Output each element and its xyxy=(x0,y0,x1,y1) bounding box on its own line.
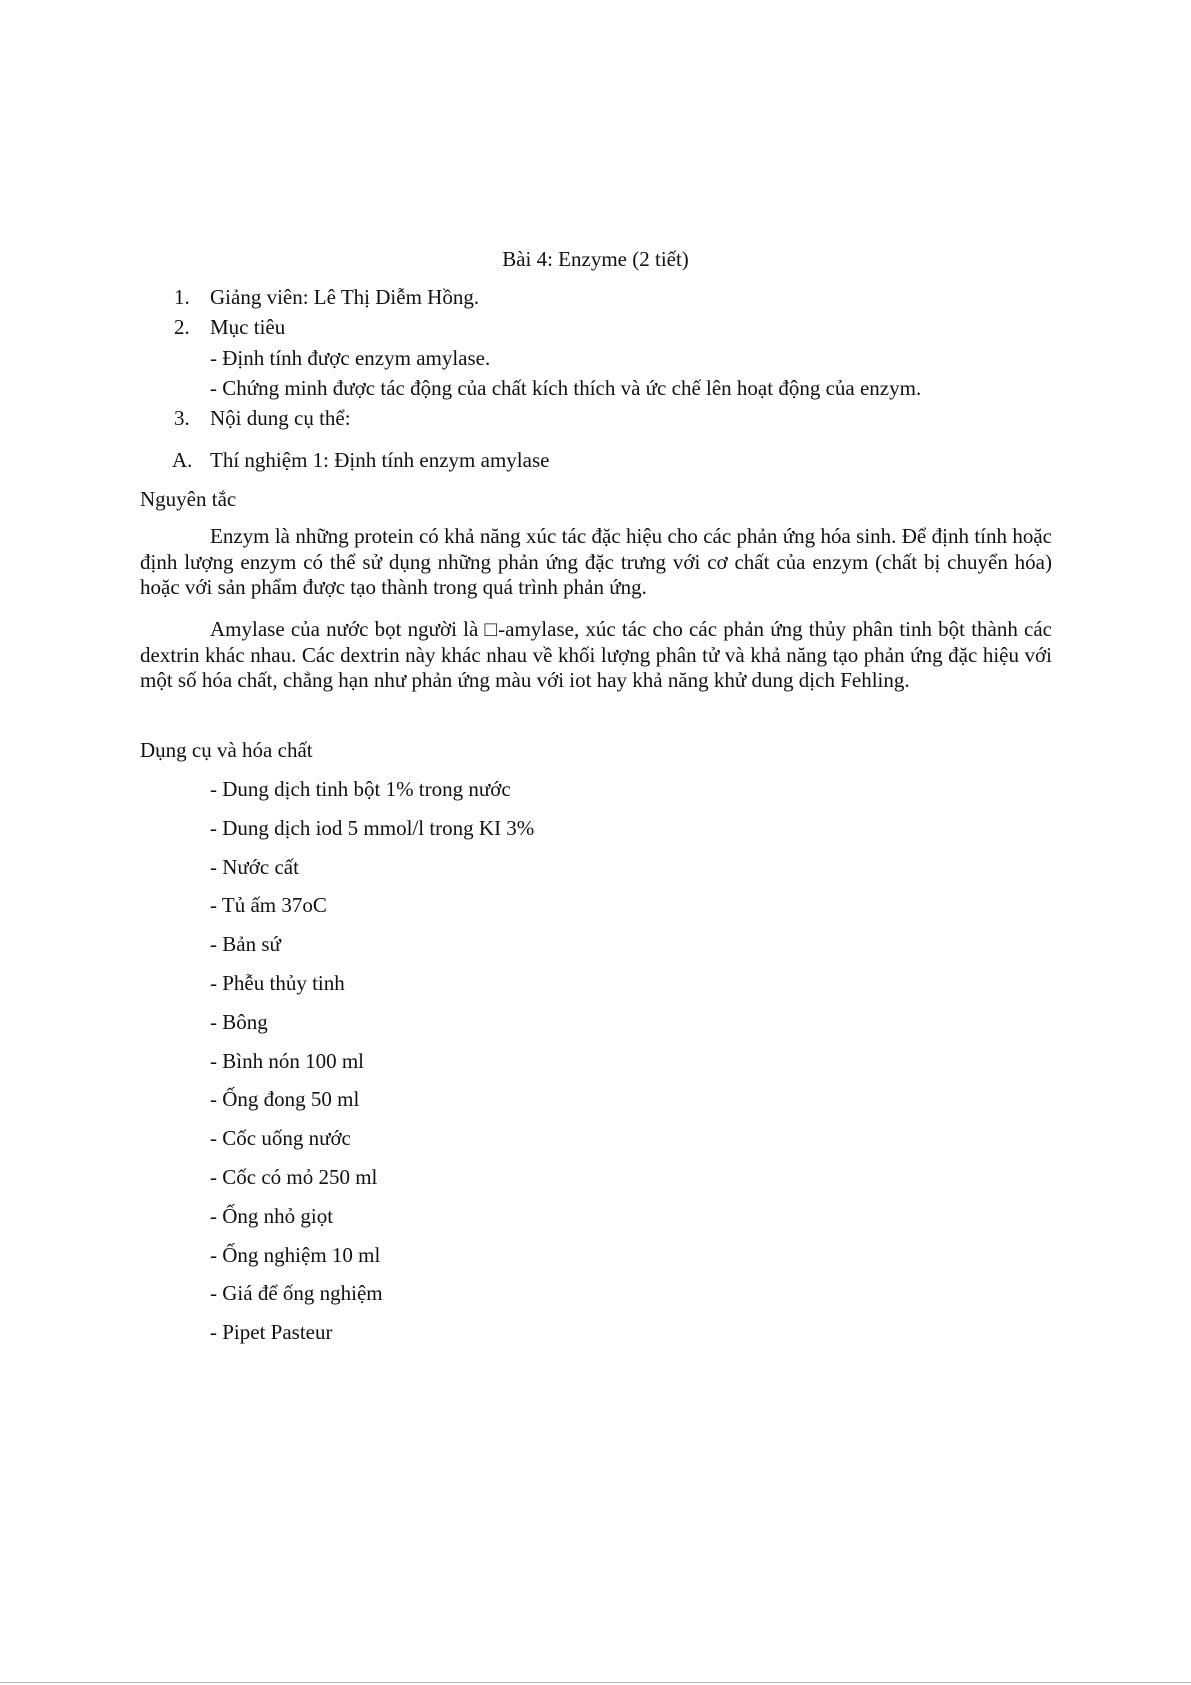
list-item: - Tủ ấm 37oC xyxy=(210,893,327,918)
outline-text: Nội dung cụ thể: xyxy=(210,406,351,430)
objective-item: - Định tính được enzym amylase. xyxy=(210,345,491,370)
outline-number: 3. xyxy=(174,406,190,430)
list-item: - Bình nón 100 ml xyxy=(210,1048,365,1073)
list-item: - Cốc có mỏ 250 ml xyxy=(210,1164,378,1189)
list-item: - Giá để ống nghiệm xyxy=(210,1281,383,1306)
paragraph-text: Enzym là những protein có khả năng xúc tác đặc hiệu cho các phản ứng hóa sinh. Để định tính hoặc định lượng enzym có thể sử dụng những phản ứng đặc trưng với cơ chất của enzym (chất bị chuyển hóa) hoặc với sản phẩm được tạo thành trong quá trình phản ứng. xyxy=(140,524,1052,600)
section-letter: A. xyxy=(172,448,193,472)
outline-text: Mục tiêu xyxy=(210,315,286,340)
outline-text: Giảng viên: Lê Thị Diễm Hồng. xyxy=(210,285,480,309)
materials-heading: Dụng cụ và hóa chất xyxy=(140,738,313,762)
outline-item-content xyxy=(170,405,1070,431)
section-a-heading xyxy=(170,447,1070,473)
principle-heading: Nguyên tắc xyxy=(140,487,237,511)
list-item: - Bản sứ xyxy=(210,932,281,957)
materials-list xyxy=(210,776,1010,1358)
list-item: - Ống nghiệm 10 ml xyxy=(210,1242,381,1267)
outline-number: 1. xyxy=(174,285,190,309)
footer-rule xyxy=(0,1682,1191,1683)
list-item: - Dung dịch iod 5 mmol/l trong KI 3% xyxy=(210,815,535,840)
outline-item-objectives xyxy=(170,314,1070,340)
list-item: - Pipet Pasteur xyxy=(210,1320,333,1345)
list-item: - Ống đong 50 ml xyxy=(210,1087,360,1112)
amylase-paragraph xyxy=(140,617,1052,694)
list-item: - Nước cất xyxy=(210,854,299,879)
outline-item-lecturer xyxy=(170,284,1070,310)
list-item: - Bông xyxy=(210,1009,268,1034)
principle-paragraph xyxy=(140,524,1052,601)
list-item: - Phễu thủy tinh xyxy=(210,970,345,995)
list-item: - Cốc uống nước xyxy=(210,1126,351,1151)
outline-number: 2. xyxy=(174,315,190,340)
section-a xyxy=(170,447,1070,477)
section-title: Thí nghiệm 1: Định tính enzym amylase xyxy=(210,448,550,472)
objective-item: - Chứng minh được tác động của chất kích thích và ức chế lên hoạt động của enzym. xyxy=(210,375,922,400)
page-title: Bài 4: Enzyme (2 tiết) xyxy=(502,247,689,271)
paragraph-text: Amylase của nước bọt người là □-amylase, xúc tác cho các phản ứng thủy phân tinh bột thành các dextrin khác nhau. Các dextrin này khác nhau về khối lượng phân tử và khả năng tạo phản ứng đặc hiệu với một số hóa chất, chẳng hạn như phản ứng màu với iot hay khả năng khử dung dịch Fehling. xyxy=(140,617,1052,693)
list-item: - Ống nhỏ giọt xyxy=(210,1203,334,1228)
list-item: - Dung dịch tinh bột 1% trong nước xyxy=(210,777,511,801)
outline-list xyxy=(170,284,1070,435)
